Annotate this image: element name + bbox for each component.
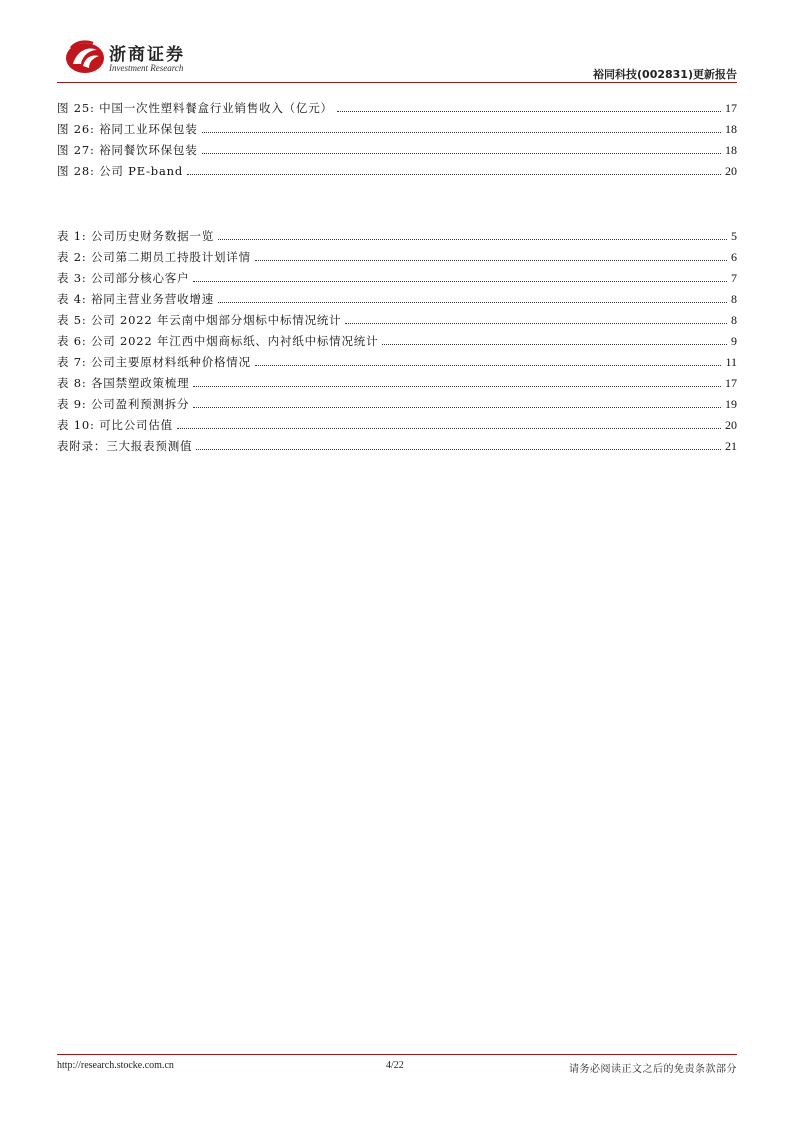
entry-label: 表 4: 裕同主营业务营收增速: [57, 292, 215, 306]
entry-page: 11: [725, 355, 737, 369]
table-entry[interactable]: [57, 415, 737, 436]
entry-label: 表 9: 公司盈利预测拆分: [57, 397, 190, 411]
table-entry[interactable]: [57, 436, 737, 457]
figure-entry[interactable]: [57, 119, 737, 140]
dot-leader: [218, 302, 727, 303]
table-entry[interactable]: [57, 310, 737, 331]
entry-page: 6: [731, 250, 737, 264]
table-entry[interactable]: [57, 394, 737, 415]
table-entry[interactable]: [57, 247, 737, 268]
entry-page: 9: [731, 334, 737, 348]
stocke-logo-icon: [63, 36, 107, 76]
brand-name: 浙商证券: [109, 45, 185, 65]
dot-leader: [202, 153, 721, 154]
entry-page: 5: [731, 229, 737, 243]
entry-label: 表 2: 公司第二期员工持股计划详情: [57, 250, 251, 264]
footer-disclaimer: 请务必阅读正文之后的免责条款部分: [569, 1064, 737, 1075]
figure-list: [57, 98, 737, 182]
entry-label: 表附录：三大报表预测值: [57, 439, 193, 453]
entry-label: 图 26: 裕同工业环保包装: [57, 122, 198, 136]
page-header: [57, 36, 737, 84]
table-entry[interactable]: [57, 331, 737, 352]
entry-page: 8: [731, 292, 737, 306]
dot-leader: [177, 428, 721, 429]
figure-entry[interactable]: [57, 161, 737, 182]
entry-label: 表 5: 公司 2022 年云南中烟部分烟标中标情况统计: [57, 313, 342, 327]
entry-label: 表 7: 公司主要原材料纸种价格情况: [57, 355, 251, 369]
table-list: [57, 226, 737, 457]
table-entry[interactable]: [57, 289, 737, 310]
table-entry[interactable]: [57, 373, 737, 394]
entry-page: 20: [725, 418, 737, 432]
table-entry[interactable]: [57, 226, 737, 247]
footer-url[interactable]: http://research.stocke.com.cn: [57, 1060, 174, 1071]
brand-tagline: Investment Research: [109, 63, 184, 73]
footer-divider: [57, 1054, 737, 1055]
dot-leader: [202, 132, 721, 133]
dot-leader: [193, 407, 721, 408]
entry-page: 18: [725, 122, 737, 136]
dot-leader: [218, 239, 727, 240]
header-divider: [57, 82, 737, 83]
entry-page: 17: [725, 101, 737, 115]
entry-page: 17: [725, 376, 737, 390]
dot-leader: [255, 260, 727, 261]
entry-page: 21: [725, 439, 737, 453]
entry-label: 表 10: 可比公司估值: [57, 418, 173, 432]
entry-label: 表 6: 公司 2022 年江西中烟商标纸、内衬纸中标情况统计: [57, 334, 379, 348]
dot-leader: [196, 449, 721, 450]
entry-page: 18: [725, 143, 737, 157]
entry-label: 图 27: 裕同餐饮环保包装: [57, 143, 198, 157]
dot-leader: [255, 365, 722, 366]
entry-label: 表 8: 各国禁塑政策梳理: [57, 376, 190, 390]
page-number: 4/22: [386, 1060, 404, 1071]
dot-leader: [382, 344, 727, 345]
table-entry[interactable]: [57, 352, 737, 373]
dot-leader: [187, 174, 721, 175]
entry-label: 表 3: 公司部分核心客户: [57, 271, 190, 285]
report-title: 裕同科技(002831)更新报告: [593, 68, 737, 81]
table-entry[interactable]: [57, 268, 737, 289]
dot-leader: [193, 281, 727, 282]
entry-label: 表 1: 公司历史财务数据一览: [57, 229, 215, 243]
entry-page: 8: [731, 313, 737, 327]
entry-page: 19: [725, 397, 737, 411]
dot-leader: [193, 386, 721, 387]
dot-leader: [345, 323, 727, 324]
dot-leader: [337, 111, 721, 112]
figure-entry[interactable]: [57, 98, 737, 119]
entry-label: 图 28: 公司 PE-band: [57, 164, 183, 178]
entry-page: 7: [731, 271, 737, 285]
figure-entry[interactable]: [57, 140, 737, 161]
entry-label: 图 25: 中国一次性塑料餐盒行业销售收入（亿元）: [57, 101, 333, 115]
entry-page: 20: [725, 164, 737, 178]
